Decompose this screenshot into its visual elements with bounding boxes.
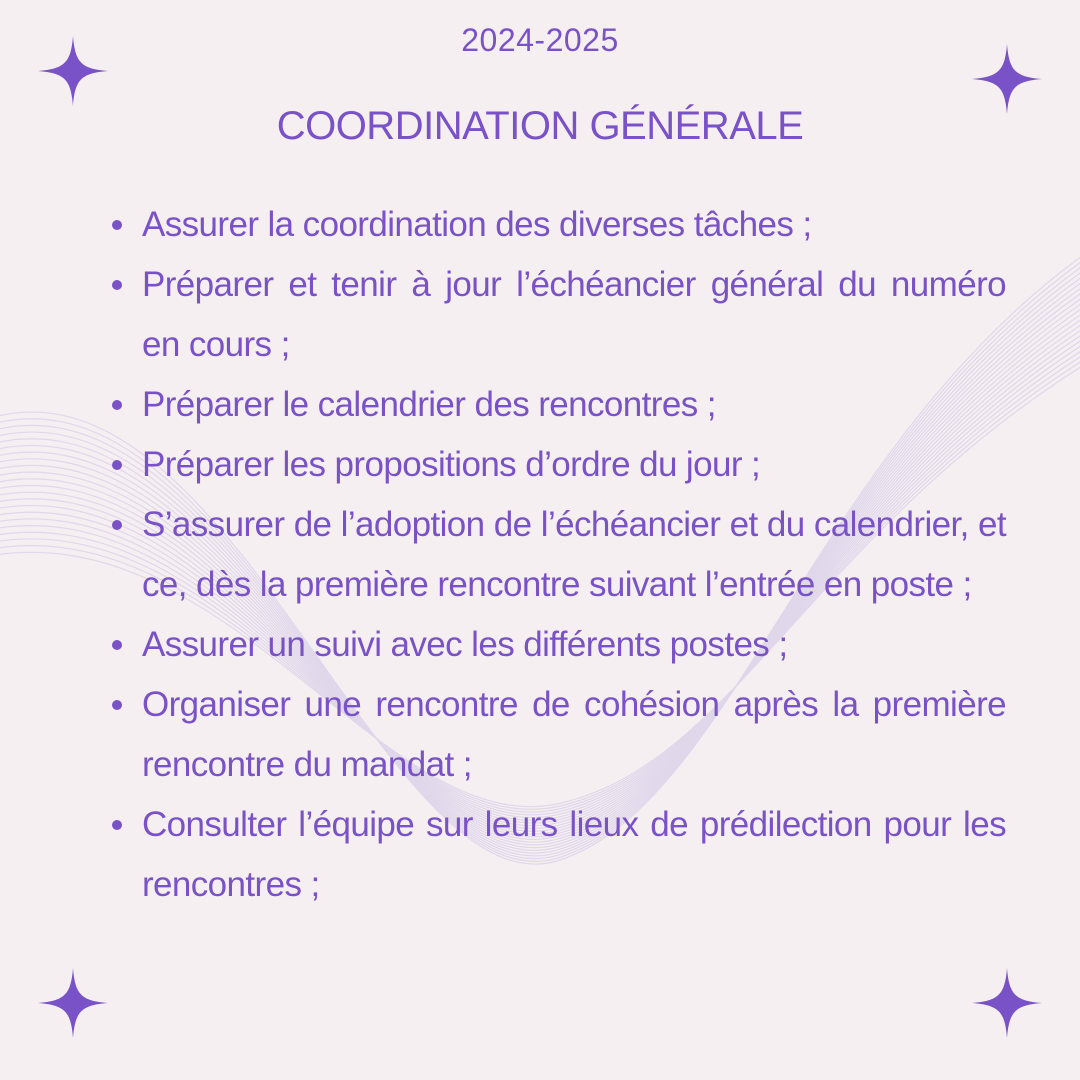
task-text: Consulter l’équipe sur leurs lieux de prédilection pour les rencontres ; bbox=[142, 805, 1006, 904]
list-item bbox=[100, 195, 1006, 255]
sparkle-icon bbox=[38, 968, 108, 1038]
list-item bbox=[100, 255, 1006, 375]
sparkle-icon bbox=[972, 968, 1042, 1038]
task-text: S’assurer de l’adoption de l’échéancier et du calendrier, et ce, dès la première rencontre suivant l’entrée en poste ; bbox=[142, 505, 1006, 604]
bullet-icon bbox=[112, 400, 122, 410]
list-item bbox=[100, 615, 1006, 675]
bullet-icon bbox=[112, 460, 122, 470]
task-list bbox=[100, 195, 1006, 915]
bullet-icon bbox=[112, 520, 122, 530]
page-title: COORDINATION GÉNÉRALE bbox=[276, 104, 804, 148]
list-item bbox=[100, 435, 1006, 495]
bullet-icon bbox=[112, 220, 122, 230]
task-text: Préparer les propositions d’ordre du jour ; bbox=[142, 445, 761, 484]
task-text: Préparer le calendrier des rencontres ; bbox=[142, 385, 716, 424]
list-item bbox=[100, 495, 1006, 615]
bullet-icon bbox=[112, 640, 122, 650]
bullet-icon bbox=[112, 700, 122, 710]
task-text: Assurer un suivi avec les différents postes ; bbox=[142, 625, 788, 664]
bullet-icon bbox=[112, 280, 122, 290]
task-text: Organiser une rencontre de cohésion après la première rencontre du mandat ; bbox=[142, 685, 1006, 784]
task-text: Assurer la coordination des diverses tâches ; bbox=[142, 205, 812, 244]
year-label: 2024-2025 bbox=[461, 22, 619, 58]
task-text: Préparer et tenir à jour l’échéancier général du numéro en cours ; bbox=[142, 265, 1006, 364]
bullet-icon bbox=[112, 820, 122, 830]
list-item bbox=[100, 795, 1006, 915]
list-item bbox=[100, 375, 1006, 435]
list-item bbox=[100, 675, 1006, 795]
